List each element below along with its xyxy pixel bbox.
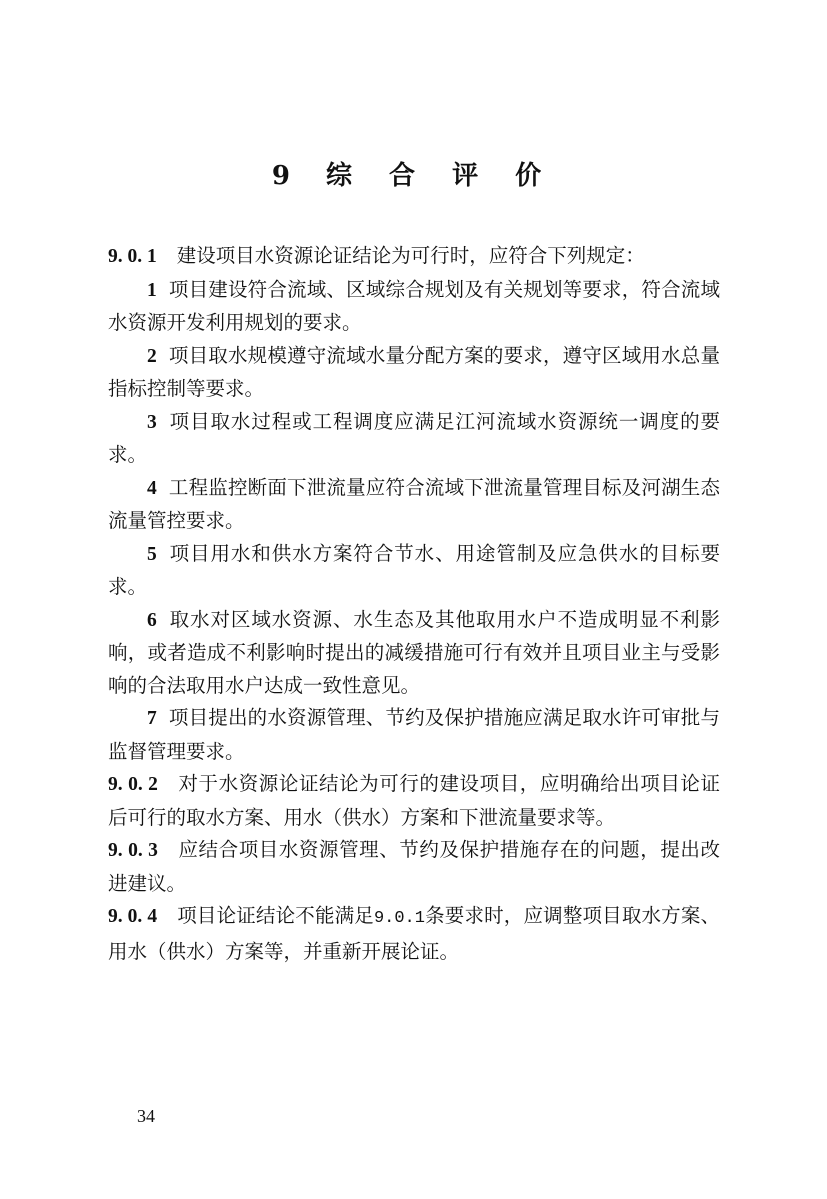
list-item [108,604,720,703]
clause-9-0-4 [108,900,720,968]
clause-text: 应结合项目水资源管理、节约及保护措施存在的问题，提出改进建议。 [108,838,720,895]
item-number: 4 [147,477,157,499]
list-item [108,472,720,538]
clause-text: 建设项目水资源论证结论为可行时，应符合下列规定： [176,244,645,267]
item-number: 6 [147,609,157,631]
clause-9-0-2 [108,768,720,834]
clause-text-after: 条要求时，应调整项目取水方案、用水（供水）方案等，并重新开展论证。 [108,904,720,963]
section-body [108,240,720,968]
list-item [108,702,720,768]
item-number: 1 [147,279,157,301]
page-number: 34 [137,1106,155,1126]
item-number: 3 [147,411,157,433]
section-title-text: 综 合 评 价 [325,161,556,191]
item-number: 5 [147,543,157,565]
clause-text-before: 项目论证结论不能满足 [177,904,374,927]
item-text: 项目用水和供水方案符合节水、用途管制及应急供水的目标要求。 [108,541,720,598]
clause-reference: 9.0.1 [373,909,425,928]
item-text: 项目取水规模遵守流域水量分配方案的要求，遵守区域用水总量指标控制等要求。 [108,343,720,400]
item-text: 取水对区域水资源、水生态及其他取用水户不造成明显不利影响，或者造成不利影响时提出的减缓措施可行有效并且项目业主与受影响的合法取用水户达成一致性意见。 [108,607,720,697]
clause-text: 对于水资源论证结论为可行的建设项目，应明确给出项目论证后可行的取水方案、用水（供水）方案和下泄流量要求等。 [108,772,720,829]
section-number: 9 [271,161,304,191]
clause-number: 9. 0. 3 [108,840,158,861]
section-title [0,155,827,192]
item-text: 项目建设符合流域、区域综合规划及有关规划等要求，符合流域水资源开发利用规划的要求。 [108,277,720,334]
item-text: 工程监控断面下泄流量应符合流域下泄流量管理目标及河湖生态流量管控要求。 [108,475,720,532]
item-number: 2 [147,345,157,367]
list-item [108,538,720,604]
clause-number: 9. 0. 2 [108,774,158,795]
clause-number: 9. 0. 4 [108,906,158,927]
list-item [108,406,720,472]
clause-9-0-3 [108,834,720,900]
item-text: 项目取水过程或工程调度应满足江河流域水资源统一调度的要求。 [108,409,720,466]
list-item [108,340,720,406]
clause-9-0-1 [108,240,720,274]
list-item [108,274,720,340]
clause-number: 9. 0. 1 [108,246,157,267]
item-text: 项目提出的水资源管理、节约及保护措施应满足取水许可审批与监督管理要求。 [108,706,720,763]
item-number: 7 [147,708,157,729]
